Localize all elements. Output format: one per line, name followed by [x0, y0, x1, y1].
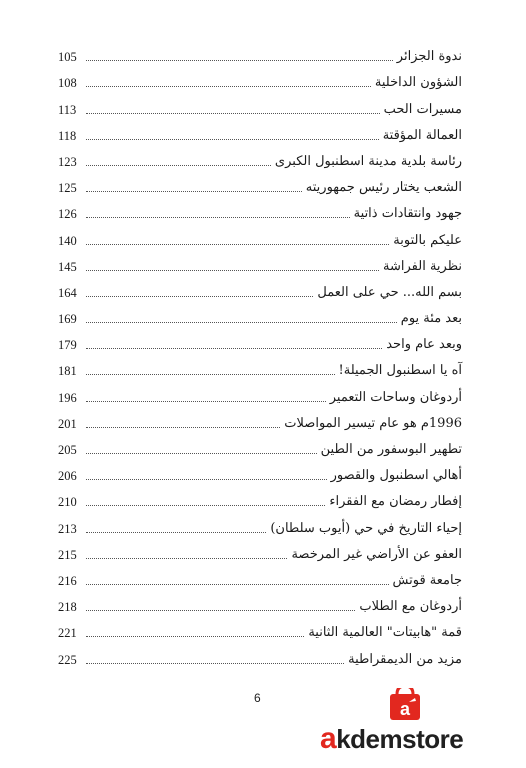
- dot-leader: [86, 216, 350, 218]
- toc-entry-page: 218: [58, 600, 77, 615]
- toc-entry: [58, 197, 462, 223]
- dot-leader: [86, 269, 379, 271]
- toc-entry-page: 108: [58, 76, 77, 91]
- toc-entry: [58, 485, 462, 511]
- store-logo-text: akdemstore: [320, 722, 464, 755]
- dot-leader: [86, 662, 344, 664]
- toc-entry-title: أهالي اسطنبول والقصور: [330, 468, 462, 484]
- dot-leader: [86, 583, 389, 585]
- toc-entry: [58, 119, 462, 145]
- toc-entry: [58, 642, 462, 668]
- dot-leader: [86, 609, 355, 611]
- toc-entry-title: الشعب يختار رئيس جمهوريته: [305, 180, 462, 196]
- toc-entry-page: 206: [58, 469, 77, 484]
- dot-leader: [86, 504, 325, 506]
- toc-entry-title: إحياء التاريخ في حي (أيوب سلطان): [270, 520, 462, 536]
- toc-entry-title: جهود وانتقادات ذاتية: [353, 206, 462, 222]
- toc-entry-title: مسيرات الحب: [383, 101, 462, 117]
- page-number: 6: [254, 691, 261, 705]
- dot-leader: [86, 557, 287, 559]
- toc-entry-page: 216: [58, 573, 77, 588]
- dot-leader: [86, 373, 335, 375]
- dot-leader: [86, 295, 313, 297]
- toc-entry-page: 210: [58, 495, 77, 510]
- toc-entry: [58, 66, 462, 92]
- toc-entry-title: 1996م هو عام تيسير المواصلات: [284, 415, 462, 431]
- toc-entry: [58, 250, 462, 276]
- toc-entry: [58, 380, 462, 406]
- toc-entry-title: نظرية الفراشة: [383, 258, 462, 274]
- toc-entry: [58, 433, 462, 459]
- toc-entry-title: إفطار رمضان مع الفقراء: [329, 494, 462, 510]
- toc-entry-title: رئاسة بلدية مدينة اسطنبول الكبرى: [274, 153, 462, 169]
- toc-entry: [58, 354, 462, 380]
- toc-entry-title: ندوة الجزائر: [396, 49, 462, 65]
- toc-entry-page: 169: [58, 312, 77, 327]
- toc-entry-title: الشؤون الداخلية: [374, 75, 462, 91]
- toc-entry: [58, 459, 462, 485]
- toc-entry-title: وبعد عام واحد: [386, 337, 462, 353]
- dot-leader: [86, 243, 389, 245]
- toc-entry-title: قمة "هابيتات" العالمية الثانية: [308, 625, 462, 641]
- toc-entry-page: 215: [58, 547, 77, 562]
- toc-entry-title: بسم الله... حي على العمل: [317, 284, 462, 300]
- dot-leader: [86, 478, 327, 480]
- toc-entry-page: 113: [58, 102, 77, 117]
- toc-entry-page: 196: [58, 390, 77, 405]
- toc-entry-page: 105: [58, 50, 77, 65]
- toc-entry-page: 213: [58, 521, 77, 536]
- toc-entry-page: 145: [58, 259, 77, 274]
- svg-text:a: a: [399, 699, 411, 719]
- toc-entry-page: 126: [58, 207, 77, 222]
- toc-entry-title: جامعة قوتش: [392, 572, 462, 588]
- dot-leader: [86, 164, 271, 166]
- toc-entry: [58, 40, 462, 66]
- dot-leader: [86, 426, 280, 428]
- toc-entry-page: 140: [58, 233, 77, 248]
- toc-entry-title: أردوغان وساحات التعمير: [329, 389, 462, 405]
- dot-leader: [86, 347, 382, 349]
- toc-entry: [58, 276, 462, 302]
- toc-entry: [58, 328, 462, 354]
- dot-leader: [86, 531, 266, 533]
- toc-entry: [58, 616, 462, 642]
- toc-entry: [58, 590, 462, 616]
- dot-leader: [86, 452, 317, 454]
- toc-entry: [58, 145, 462, 171]
- table-of-contents: [58, 40, 462, 669]
- toc-entry-page: 123: [58, 154, 77, 169]
- toc-entry: [58, 302, 462, 328]
- dot-leader: [86, 190, 302, 192]
- dot-leader: [86, 321, 397, 323]
- toc-entry-page: 225: [58, 652, 77, 667]
- toc-entry-page: 179: [58, 338, 77, 353]
- dot-leader: [86, 138, 379, 140]
- toc-entry-title: بعد مئة يوم: [400, 311, 462, 327]
- toc-entry-page: 205: [58, 443, 77, 457]
- toc-entry: [58, 92, 462, 118]
- toc-entry: [58, 223, 462, 249]
- dot-leader: [86, 400, 326, 402]
- toc-entry-page: 221: [58, 626, 77, 641]
- toc-entry: [58, 171, 462, 197]
- toc-entry-page: 164: [58, 285, 77, 300]
- dot-leader: [86, 85, 371, 87]
- toc-entry: [58, 564, 462, 590]
- dot-leader: [86, 59, 393, 61]
- toc-entry-title: آه يا اسطنبول الجميلة!: [338, 363, 462, 379]
- toc-entry-page: 201: [58, 416, 77, 431]
- toc-entry-page: 181: [58, 364, 77, 379]
- dot-leader: [86, 635, 304, 637]
- toc-entry-title: مزيد من الديمقراطية: [348, 651, 462, 667]
- toc-entry-title: أردوغان مع الطلاب: [359, 599, 462, 615]
- toc-entry: [58, 407, 462, 433]
- toc-entry: [58, 511, 462, 537]
- toc-entry-title: عليكم بالتوبة: [393, 232, 462, 248]
- toc-entry-page: 125: [58, 181, 77, 196]
- toc-entry-page: 118: [58, 128, 77, 143]
- dot-leader: [86, 112, 380, 114]
- toc-entry-title: العمالة المؤقتة: [382, 127, 462, 143]
- toc-entry-title: تطهير البوسفور من الطين: [320, 442, 462, 457]
- toc-entry: [58, 538, 462, 564]
- toc-entry-title: العفو عن الأراضي غير المرخصة: [291, 546, 462, 562]
